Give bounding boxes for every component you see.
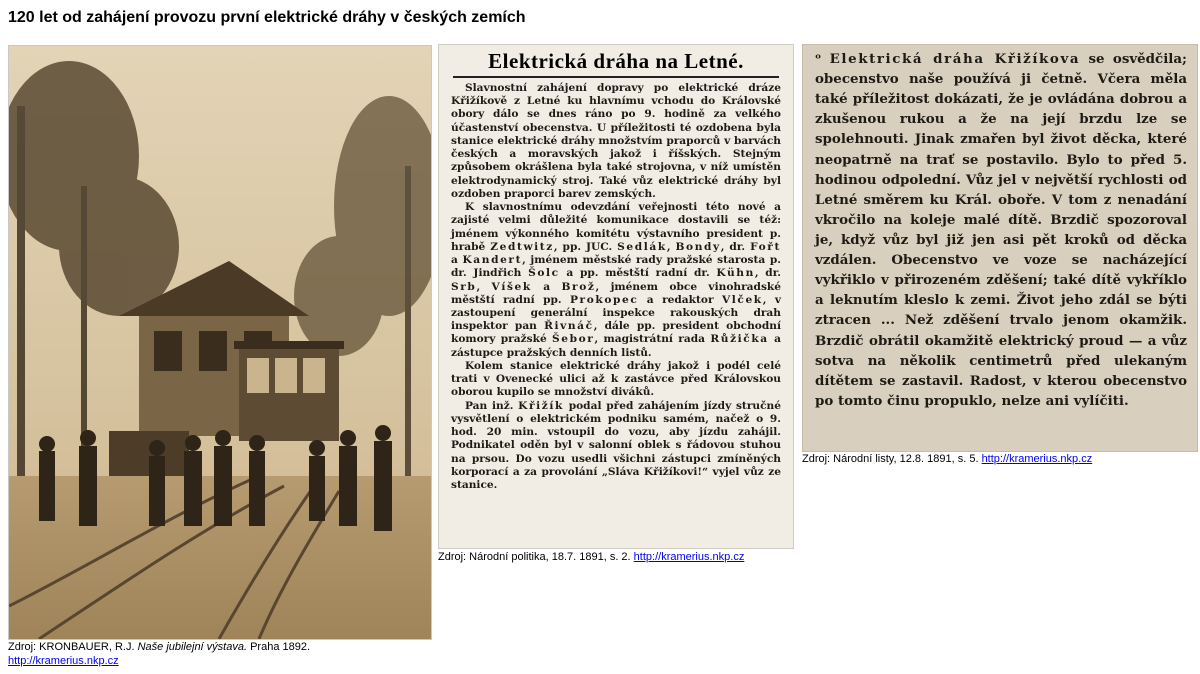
page-title: 120 let od zahájení provozu první elektrické dráhy v českých zemích <box>8 9 526 26</box>
clipping-text: a <box>531 280 562 293</box>
spaced-name: Řivnáč <box>544 320 594 333</box>
clipping-text: , jménem obce vinohradské městští radní pp. <box>451 280 781 306</box>
clipping-text: a redaktor <box>638 293 722 306</box>
clipping-text: a zástupce pražských denních listů. <box>451 333 781 359</box>
clipping-text: , dr. <box>720 240 751 253</box>
clipping-text: podal před zahájením jízdy stručné vysvětlení o elektrickém podniku samém, načež o 9. hod. 20 min. vstoupil do vozu, aby jízdu zahájil. Podnikatel oděn byl v salonní oblek s řádovou stuhou na prsou. Do vozu usedli všichni zástupci zmíněných korporací a za provolání „Sláva Křižíkovi!“ vyjel vůz ze stanice. <box>451 399 781 492</box>
photo-caption-place: Praha 1892. <box>247 641 311 653</box>
clipping-text: ᵒ <box>815 51 830 67</box>
spaced-name: Srb <box>451 280 477 293</box>
photo-caption-book: Naše jubilejní výstava. <box>137 641 248 653</box>
photo-caption-source: Zdroj: KRONBAUER, R.J. <box>8 641 138 653</box>
spaced-name: Křižík <box>518 399 564 412</box>
clipping-body <box>815 49 1187 411</box>
clipping-text: K slavnostnímu odevzdání veřejnosti této nové a zajisté velmi důležité komunikace dostavili se též: jménem výkonného komitétu výstavního president p. hrabě <box>451 201 781 253</box>
clipping-paragraph <box>451 201 781 360</box>
clipping-text: a pp. městští radní dr. <box>559 267 717 280</box>
spaced-name: Sedlák <box>617 240 667 253</box>
clipping-paragraph <box>815 49 1187 411</box>
clipping-body <box>451 82 781 492</box>
clipping-paragraph <box>451 82 781 201</box>
clipping-text: a <box>451 254 463 267</box>
center-caption <box>438 550 798 564</box>
clipping-paragraph <box>451 400 781 493</box>
tram-photo <box>8 45 432 640</box>
spaced-name: Elektrická dráha Křižíkova <box>829 51 1081 67</box>
spaced-name: Kühn <box>716 267 755 280</box>
right-caption-source: Zdroj: Národní listy, 12.8. 1891, s. 5. <box>802 453 982 465</box>
spaced-name: Fořt <box>750 240 781 253</box>
clipping-headline: Elektrická dráha na Letné. <box>488 49 744 73</box>
clipping-narodni-politika <box>438 44 794 549</box>
clipping-text: Slavnostní zahájení dopravy po elektrické dráze Křižíkově z Letné ku hlavnímu vchodu do Královské obory dálo se dnes ráno po 9. hodině za velkého účastenství obecenstva. U příležitosti té ozdobena byla stanice elektrické dráhy množstvím praporců v barvách českých a moravských jakož i říšských. Stejným způsobem okrášlena byla také strojovna, v níž umístěn elektrodynamický stroj. Také vůz elektrické dráhy byl ozdoben praporci barev zemských. <box>451 82 781 200</box>
clipping-text: , v zastoupení generální inspekce rakouských drah inspektor pan <box>451 293 781 333</box>
center-caption-source: Zdroj: Národní politika, 18.7. 1891, s. 2. <box>438 551 634 563</box>
clipping-text: , dr. <box>754 267 781 280</box>
right-source-link[interactable]: http://kramerius.nkp.cz <box>981 453 1093 465</box>
clipping-paragraph <box>451 360 781 400</box>
clipping-text: , magistrátní rada <box>594 333 711 346</box>
clipping-text: se osvědčila; obecenstvo naše používá ji četně. Včera měla také příležitost dokázati, že je ovládána dobrou a zkušenou rukou a že na její brzdu lze se spolehnouti. Jinak zmařen byl život děcka, které neopatrně na trať se postavilo. Bylo to před 5. hodinou odpolední. Vůz jel v největší rychlosti od Letné směrem ku Král. oboře. V tom z nenadání vkročilo na koleje malé dítě. Brzdič spozoroval je, když vůz byl již jen asi pět kroků od děcka vzdálen. Obecenstvo ve voze se nacházející vykřiklo v přirozeném zděšení; také dítě vykříklo a leknutím kleslo k zemi. Život jeho zdál se býti ztracen ... Než zděšení trvalo jenom okamžik. Brzdič obrátil okamžitě elektrický proud — a vůz sotva na několik centimetrů před ulekaným dítětem se zastavil. Radost, v kterou obecenstvo po tomto činu propuklo, nelze ani vylíčiti. <box>815 51 1187 409</box>
spaced-name: Prokopec <box>569 293 639 306</box>
clipping-text: , <box>666 240 676 253</box>
spaced-name: Vlček <box>721 293 763 306</box>
center-source-link[interactable]: http://kramerius.nkp.cz <box>633 551 745 563</box>
right-caption <box>802 452 1192 466</box>
headline-rule <box>453 76 779 78</box>
spaced-name: Šolc <box>528 267 560 280</box>
spaced-name: Víšek <box>491 280 532 293</box>
photo-source-link[interactable]: http://kramerius.nkp.cz <box>8 655 119 667</box>
clipping-text: , jménem městské rady pražské starosta p. dr. Jindřich <box>451 254 781 280</box>
clipping-text: , pp. JUC. <box>553 240 618 253</box>
clipping-text: Kolem stanice elektrické dráhy jakož i podél celé trati v Ovenecké ulici až k zastávce před Královskou oborou kupilo se množství diváků. <box>451 359 781 399</box>
spaced-name: Brož <box>561 280 596 293</box>
tram-photo-illustration <box>9 46 431 639</box>
spaced-name: Bondy <box>675 240 721 253</box>
spaced-name: Kandert <box>462 254 523 267</box>
spaced-name: Růžička <box>710 333 769 346</box>
clipping-text: , dále pp. president obchodní komory pražské <box>451 320 781 346</box>
spaced-name: Zedtwitz <box>490 240 554 253</box>
photo-caption <box>8 640 438 668</box>
clipping-text: Pan inž. <box>465 399 519 412</box>
clipping-text: , <box>476 280 492 293</box>
spaced-name: Šebor <box>552 333 595 346</box>
clipping-narodni-listy <box>802 44 1198 452</box>
